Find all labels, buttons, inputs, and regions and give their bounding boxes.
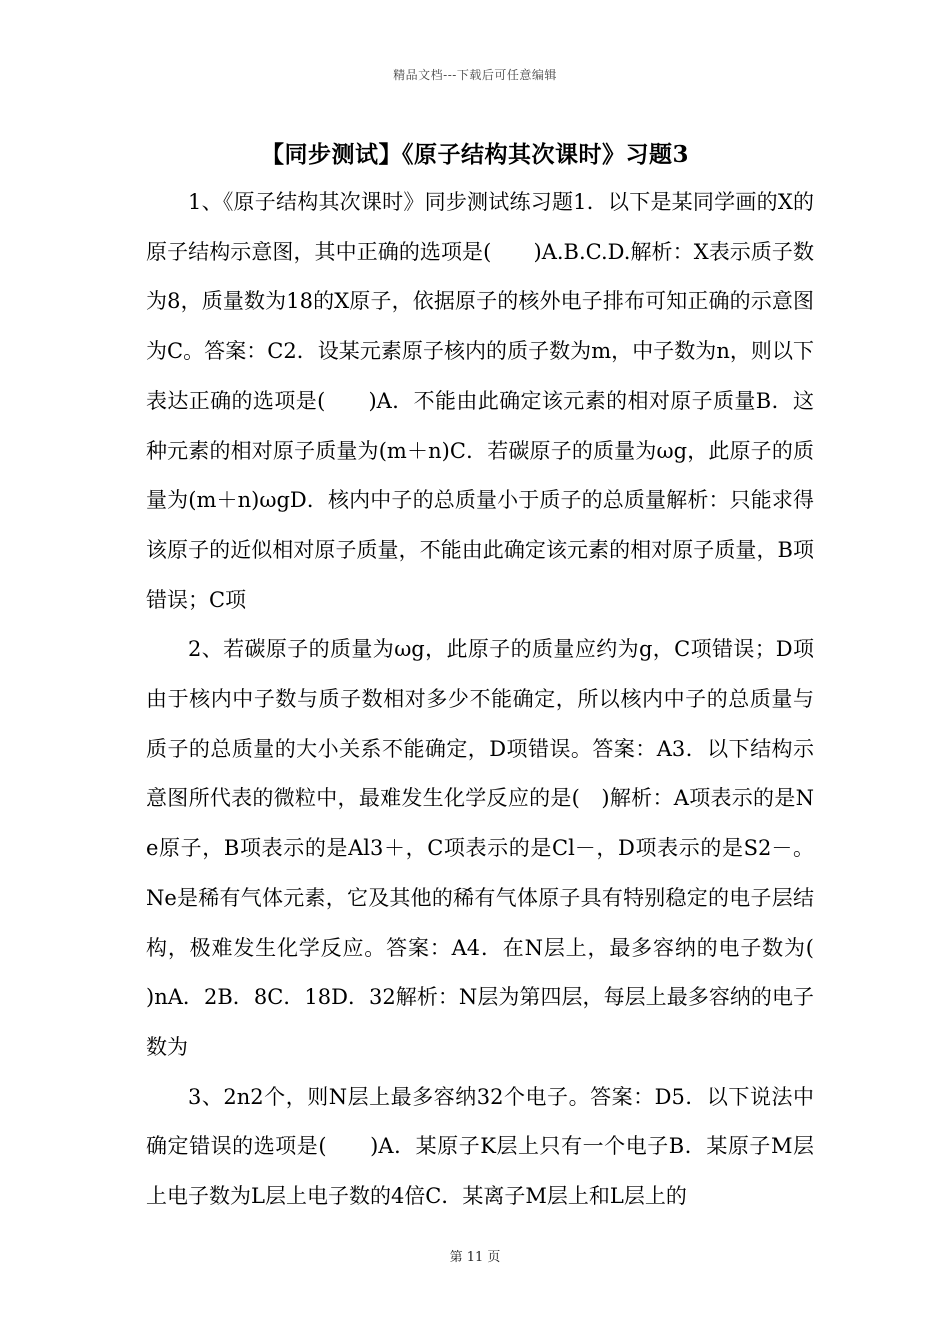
page-header: 精品文档---下载后可任意编辑 [393, 68, 557, 82]
paragraph-3 [146, 1073, 814, 1222]
paragraph-3-text: 3、2n2个，则N层上最多容纳32个电子。答案：D5．以下说法中确定错误的选项是( )A．某原子K层上只有一个电子B．某原子M层上电子数为L层上电子数的4倍C．某离子M层上和L层上的 [146, 1084, 814, 1209]
page-number: 第 11 页 [449, 1250, 501, 1265]
document-title: 【同步测试】《原子结构其次课时》习题3 [260, 141, 689, 168]
paragraph-2 [146, 625, 856, 1072]
paragraph-1-text: 1、《原子结构其次课时》同步测试练习题1．以下是某同学画的X的原子结构示意图，其中正确的选项是( )A.B.C.D.解析：X表示质子数为8，质量数为18的X原子，依据原子的核外电子排布可知正确的示意图为C。答案：C2．设某元素原子核内的质子数为m，中子数为n，则以下表达正确的选项是( )A．不能由此确定该元素的相对原子质量B．这种元素的相对原子质量为(m＋n)C．若碳原子的质量为ωg，此原子的质量为(m＋n)ωgD．核内中子的总质量小于质子的总质量解析：只能求得该原子的近似相对原子质量，不能由此确定该元素的相对原子质量，B项错误；C项 [146, 190, 814, 612]
paragraph-2-text: 2、若碳原子的质量为ωg，此原子的质量应约为g，C项错误；D项由于核内中子数与质子数相对多少不能确定，所以核内中子的总质量与质子的总质量的大小关系不能确定，D项错误。答案：A3．以下结构示意图所代表的微粒中，最难发生化学反应的是( )解析：A项表示的是Ne原子，B项表示的是Al3＋，C项表示的是Cl－，D项表示的是S2－。Ne是稀有气体元素，它及其他的稀有气体原子具有特别稳定的电子层结构，极难发生化学反应。答案：A4．在N层上，最多容纳的电子数为( )nA．2B．8C．18D．32解析：N层为第四层，每层上最多容纳的电子数为 [146, 637, 856, 1059]
paragraph-1 [146, 178, 814, 625]
document-body [146, 178, 856, 1222]
